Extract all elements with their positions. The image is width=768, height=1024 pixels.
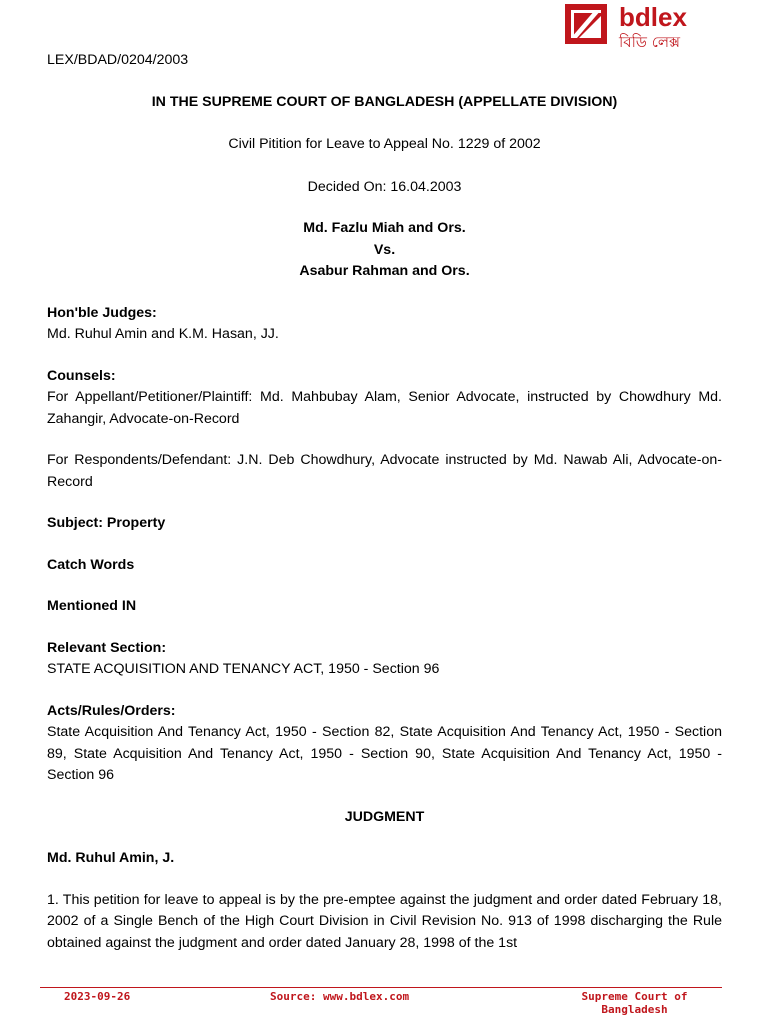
judges-heading: Hon'ble Judges: <box>47 304 157 321</box>
subject: Subject: Property <box>47 515 166 531</box>
bdlex-logo <box>565 4 705 56</box>
relevant-section-heading: Relevant Section: <box>47 639 167 656</box>
decision-date: Decided On: 16.04.2003 <box>307 178 462 195</box>
judgment-heading: JUDGMENT <box>344 808 425 825</box>
counsel-appellant: For Appellant/Petitioner/Plaintiff: Md. Mahbubay Alam, Senior Advocate, instructed by Chowdhury Md. Zahangir, Advocate-on-Record <box>47 389 722 427</box>
footer-source: Source: www.bdlex.com <box>270 990 410 1003</box>
party-respondent: Asabur Rahman and Ors. <box>299 263 470 279</box>
versus: Vs. <box>373 241 396 258</box>
paragraph-1: 1. This petition for leave to appeal is by the pre-emptee against the judgment and order dated February 18, 2002 of a Single Bench of the High Court Division in Civil Revision No. 913 of 1998 discharging the Rule obtained against the judgment and order dated January 28, 1998 of the 1st <box>47 891 722 951</box>
logo-brand-bn: বিডি লেক্স <box>619 33 681 51</box>
case-number: Civil Pitition for Leave to Appeal No. 1229 of 2002 <box>228 136 541 152</box>
relevant-section: STATE ACQUISITION AND TENANCY ACT, 1950 - Section 96 <box>47 661 440 677</box>
logo-brand-en: bdlex <box>619 2 687 32</box>
party-appellant: Md. Fazlu Miah and Ors. <box>303 220 466 236</box>
footer-divider <box>40 987 722 988</box>
judge-name: Md. Ruhul Amin, J. <box>47 850 175 866</box>
court-title: IN THE SUPREME COURT OF BANGLADESH (APPELLATE DIVISION) <box>151 93 618 110</box>
footer-court: Supreme Court of Bangladesh <box>581 990 688 1016</box>
document-body <box>47 50 722 954</box>
counsels-heading: Counsels: <box>47 367 116 384</box>
bdlex-logo-icon <box>565 4 607 44</box>
footer-date: 2023-09-26 <box>64 990 131 1003</box>
acts-heading: Acts/Rules/Orders: <box>47 702 176 719</box>
judges-names: Md. Ruhul Amin and K.M. Hasan, JJ. <box>47 326 279 342</box>
catch-words-heading: Catch Words <box>47 556 135 573</box>
document-reference: LEX/BDAD/0204/2003 <box>47 52 189 68</box>
acts-list: State Acquisition And Tenancy Act, 1950 - Section 82, State Acquisition And Tenancy Act, 1950 - Section 89, State Acquisition And Tenancy Act, 1950 - Section 90, State Acquisition And Tenancy Act, 1950 - Section 96 <box>47 724 722 783</box>
mentioned-in-heading: Mentioned IN <box>47 598 137 614</box>
counsel-respondent: For Respondents/Defendant: J.N. Deb Chowdhury, Advocate instructed by Md. Nawab Ali, Advocate-on-Record <box>47 452 722 490</box>
